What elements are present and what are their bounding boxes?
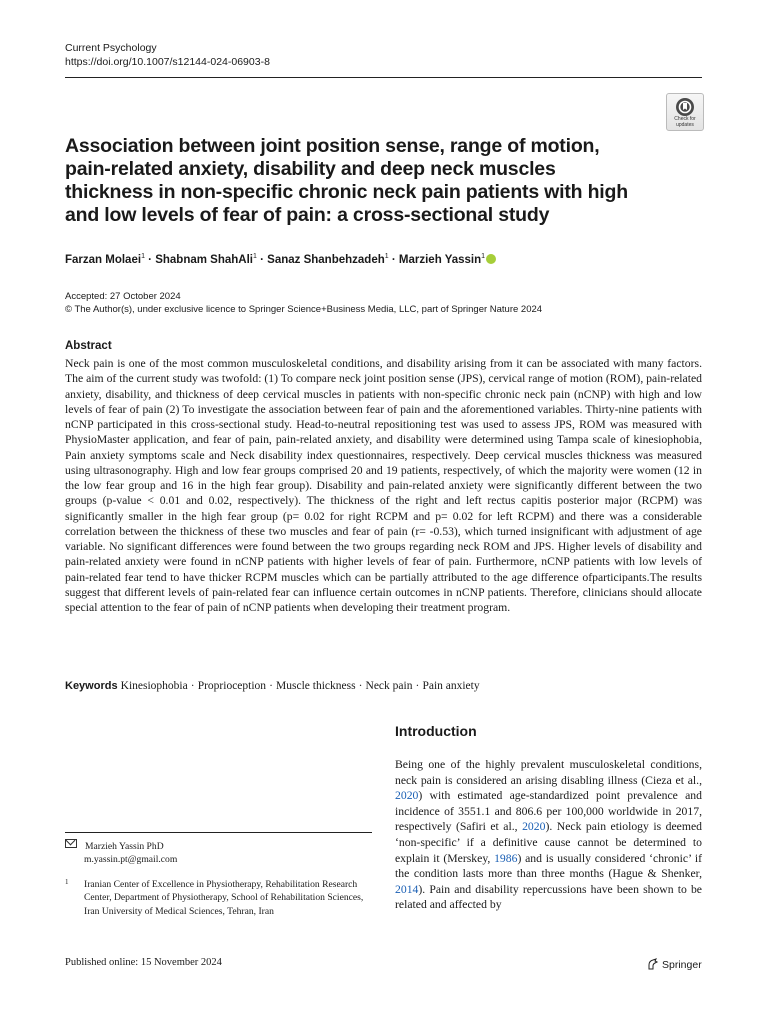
keyword-separator: ·: [190, 680, 195, 692]
affiliation-number: 1: [65, 878, 69, 886]
author-separator: ·: [148, 253, 153, 266]
keywords-label: Keywords: [65, 680, 118, 692]
corresponding-author-name: Marzieh Yassin PhD: [85, 841, 164, 852]
intro-text-segment: ) and is usually considered ‘chronic’ if the condition lasts more than three months (Hague & Shenker,: [395, 851, 702, 881]
copyright-notice: © The Author(s), under exclusive licence to Springer Science+Business Media, LLC, part of Springer Nature 2024: [65, 304, 543, 315]
author-name[interactable]: Marzieh Yassin: [398, 253, 482, 266]
check-for-updates-label: Check for updates: [674, 116, 696, 128]
corresponding-author-email[interactable]: m.yassin.pt@gmail.com: [84, 854, 178, 865]
keyword: Muscle thickness: [276, 680, 356, 692]
keywords-line: [65, 679, 480, 694]
author-separator: ·: [260, 253, 264, 266]
keyword-separator: ·: [415, 680, 420, 692]
author-affiliation-mark: 1: [253, 253, 257, 260]
header-divider: [65, 77, 702, 78]
author-affiliation-mark: 1: [384, 253, 389, 260]
author-name[interactable]: Sanaz Shanbehzadeh: [267, 253, 385, 266]
article-title: Association between joint position sense, range of motion, pain-related anxiety, disability and deep neck muscles thickness in non-specific chronic neck pain patients with high and low levels of fear of pain: a cross-sectional study: [65, 135, 628, 226]
author-list: [65, 249, 496, 268]
keyword: Neck pain: [365, 680, 413, 692]
published-online-date: Published online: 15 November 2024: [65, 957, 222, 968]
author-affiliation-mark: 1: [481, 253, 486, 260]
keyword-separator: ·: [269, 680, 273, 692]
journal-name: Current Psychology: [65, 42, 157, 54]
intro-text-segment: Being one of the highly prevalent musculoskeletal conditions, neck pain is considered an arising disabling illness (Cieza et al.,: [395, 758, 702, 787]
bookmark-refresh-icon: [675, 97, 695, 117]
intro-text-segment: ). Pain and disability repercussions have been shown to be related and affected by: [395, 882, 702, 912]
footnote-divider: [65, 832, 372, 833]
springer-horse-icon: [647, 958, 659, 970]
journal-header: [65, 41, 270, 69]
citation-link[interactable]: 2014: [395, 882, 419, 896]
citation-link[interactable]: 2020: [395, 789, 419, 803]
author-separator: ·: [391, 253, 396, 266]
citation-link[interactable]: 2020: [522, 820, 546, 834]
affiliation-footnote: [65, 878, 365, 918]
introduction-text: [395, 757, 702, 913]
affiliation-text: Iranian Center of Excellence in Physiotherapy, Rehabilitation Research Center, Department of Physiotherapy, School of Rehabilitation Sciences, Iran University of Medical Sciences, Tehran, Iran: [84, 879, 364, 917]
author-name[interactable]: Shabnam ShahAli: [155, 253, 253, 266]
introduction-heading: Introduction: [395, 723, 477, 739]
abstract-text: Neck pain is one of the most common musculoskeletal conditions, and disability arising from it can be associated with many factors. The aim of the current study was twofold: (1) To compare neck joint position sense (JPS), cervical range of motion (ROM), pain-related anxiety, disability, and thickness of deep cervical muscles in patients with non-specific chronic neck pain (nCNP) with high and low levels of fear of pain (2) To investigate the association between fear of pain and the aforementioned variables. Thirty-nine patients with nCNP participated in this cross-sectional study. Head-to-neutral repositioning test was used to assess JPS, ROM was measured with PhysioMaster application, and fear of pain, pain-related anxiety, and disability were determined using Tampa scale of kinesiophobia, Pain anxiety symptoms scale and Neck disability index questionnaires, respectively. Deep cervical muscles thickness was measured using ultrasonography. High and low fear groups comprised 20 and 19 patients, respectively, of which the majority were women (12 in the low fear group and 16 in the high fear group). Disability and pain-related anxiety were significantly different between the two groups (p-value < 0.01 and 0.02, respectively). The thickness of the right and left rectus capitis posterior major (RCPM) was significantly smaller in the high fear group (p= 0.02 for right RCPM and p= 0.02 for left RCPM) and there was a considerable correlation between the thickness of these two muscles and fear of pain (r= -0.53), which turned insignificant with adjustment of age variable. No significant differences were found between the two groups regarding neck ROM and JPS. Higher levels of disability and pain-related anxiety were found in nCNP patients with higher levels of fear of pain. Furthermore, nCNP patients with low levels of pain-related fear tend to have thicker RCPM muscles which can be partially attributed to the age difference ofparticipants.The results suggest that different levels of pain-related fear can influence certain outcomes in nCNP patients. Therefore, clinicians should allocate special attention to the fear of pain of nCNP patients when developing their treatment program.: [65, 357, 702, 614]
check-for-updates-badge[interactable]: [666, 93, 704, 131]
doi-link[interactable]: https://doi.org/10.1007/s12144-024-06903-8: [65, 56, 270, 68]
accepted-date: Accepted: 27 October 2024: [65, 291, 181, 302]
keyword: Proprioception: [197, 680, 267, 692]
keyword: Kinesiophobia: [120, 680, 188, 692]
publisher-name: Springer: [662, 959, 702, 971]
intro-text-segment: ). Neck pain etiology is deemed ‘non-specific’ if a definitive cause cannot be determined to explain it (Merskey,: [395, 820, 702, 865]
keyword-separator: ·: [358, 680, 363, 692]
publisher-logo: [647, 958, 702, 971]
author-name[interactable]: Farzan Molaei: [65, 253, 142, 266]
publication-dates: [65, 290, 542, 316]
abstract-heading: Abstract: [65, 340, 112, 352]
orcid-icon[interactable]: [486, 254, 496, 264]
author-affiliation-mark: 1: [141, 253, 145, 260]
citation-link[interactable]: 1986: [494, 851, 518, 865]
envelope-icon: [65, 839, 77, 848]
intro-text-segment: ) with estimated age-standardized point prevalence and incidence of 3551.1 and 806.6 per 100,000 worldwide in 2017, respectively (Safiri et al.,: [395, 789, 702, 834]
keyword: Pain anxiety: [422, 680, 480, 692]
correspondence-footnote: [65, 839, 177, 866]
